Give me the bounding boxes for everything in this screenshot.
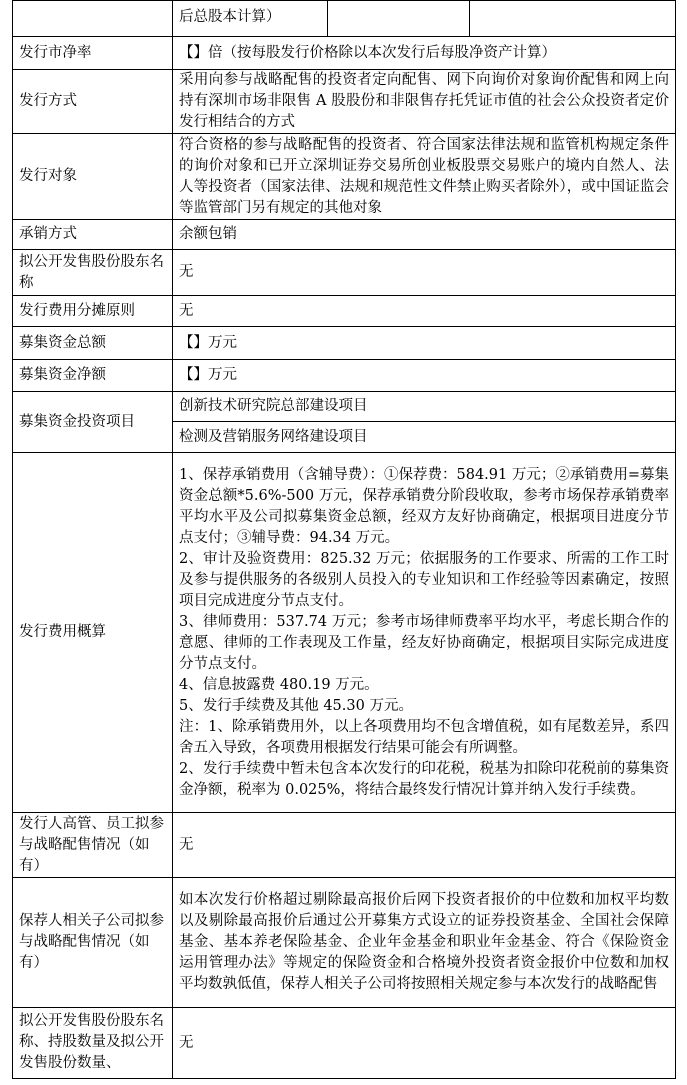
sponsor-placement-label: 保荐人相关子公司拟参与战略配售情况（如有）: [13, 878, 173, 1008]
projects-label: 募集资金投资项目: [13, 392, 173, 453]
fees-label: 发行费用概算: [13, 453, 173, 813]
empty-cell: [470, 1, 675, 36]
table-row: [13, 250, 676, 296]
table-row: [13, 360, 676, 392]
target-value: 符合资格的参与战略配售的投资者、符合国家法律法规和监管机构规定条件的询价对象和已开立深圳证券交易所创业板股票交易账户的境内自然人、法人等投资者（国家法律、法规和规范性文件禁止购买者除外），或中国证监会等监管部门另有规定的其他对象: [173, 134, 676, 220]
underwriting-value: 余额包销: [173, 220, 676, 250]
table-row: [13, 392, 676, 422]
target-label: 发行对象: [13, 134, 173, 220]
pe-net-label: 发行市净率: [13, 37, 173, 70]
fee-allocation-label: 发行费用分摊原则: [13, 296, 173, 327]
net-proceeds-label: 募集资金净额: [13, 360, 173, 392]
shareholder-name-value: 无: [173, 250, 676, 296]
project-item: 检测及营销服务网络建设项目: [173, 422, 676, 453]
sponsor-placement-value: 如本次发行价格超过剔除最高报价后网下投资者报价的中位数和加权平均数以及剔除最高报价后通过公开募集方式设立的证券投资基金、全国社会保障基金、基本养老保险基金、企业年金基金和职业年金基金、符合《保险资金运用管理办法》等规定的保险资金和合格境外投资者资金报价中位数和加权平均数孰低值，保荐人相关子公司将按照相关规定参与本次发行的战略配售: [173, 878, 676, 1008]
table-row: [13, 134, 676, 220]
shareholder-detail-value: 无: [173, 1008, 676, 1079]
shareholder-detail-label: 拟公开发售股份股东名称、持股数量及拟公开发售股份数量、: [13, 1008, 173, 1079]
fee-allocation-value: 无: [173, 296, 676, 327]
shareholder-name-label: 拟公开发售股份股东名称: [13, 250, 173, 296]
gross-proceeds-label: 募集资金总额: [13, 327, 173, 360]
method-value: 采用向参与战略配售的投资者定向配售、网下向询价对象询价配售和网上向持有深圳市场非限售 A 股股份和非限售存托凭证市值的社会公众投资者定价发行相结合的方式: [173, 70, 676, 134]
fee-paragraph: 3、律师费用：537.74 万元；参考市场律师费率平均水平，考虑长期合作的意愿、律师的工作表现及工作量，经友好协商确定，根据项目实际完成进度分节点支付。: [179, 613, 669, 672]
method-label: 发行方式: [13, 70, 173, 134]
mgmt-placement-label: 发行人高管、员工拟参与战略配售情况（如有）: [13, 813, 173, 878]
table-row: [13, 878, 676, 1008]
fee-paragraph: 2、审计及验资费用：825.32 万元；依据服务的工作要求、所需的工作工时及参与提供服务的各级别人员投入的专业知识和工作经验等因素确定，按照项目完成进度分节点支付。: [179, 550, 669, 609]
underwriting-label: 承销方式: [13, 220, 173, 250]
fees-value: [173, 453, 676, 813]
table-row: [13, 1008, 676, 1079]
table-row: [13, 220, 676, 250]
fee-paragraph: 5、发行手续费及其他 45.30 万元。: [179, 697, 413, 714]
table-row: [13, 1, 676, 37]
total-shares-cell: [173, 1, 676, 37]
top-fragment-text: 后总股本计算）: [173, 1, 328, 36]
empty-cell: [328, 1, 470, 36]
gross-proceeds-value: 【】万元: [173, 327, 676, 360]
mgmt-placement-value: 无: [173, 813, 676, 878]
table-row: [13, 327, 676, 360]
fee-paragraph: 1、保荐承销费用（含辅导费）：①保荐费：584.91 万元；②承销费用=募集资金总额*5.6%-500 万元，保荐承销费分阶段收取，参考市场保荐承销费率平均水平及公司拟募集资金总额，经双方友好协商确定，根据项目进度分节点支付；③辅导费：94.34 万元。: [179, 466, 669, 546]
fee-note: 注：1、除承销费用外，以上各项费用均不包含增值税，如有尾数差异，系四舍五入导致，各项费用根据发行结果可能会有所调整。: [179, 718, 669, 756]
table-row: [13, 296, 676, 327]
table-row: [13, 453, 676, 813]
fee-note: 2、发行手续费中暂未包含本次发行的印花税，税基为扣除印花税前的募集资金净额，税率为 0.025%，将结合最终发行情况计算并纳入发行手续费。: [179, 760, 669, 798]
document-page: [12, 0, 676, 1079]
project-item: 创新技术研究院总部建设项目: [173, 392, 676, 422]
table-row: [13, 37, 676, 70]
issuance-info-table: [12, 0, 676, 1079]
net-proceeds-value: 【】万元: [173, 360, 676, 392]
fee-paragraph: 4、信息披露费 480.19 万元。: [179, 676, 379, 693]
pe-net-value: 【】倍（按每股发行价格除以本次发行后每股净资产计算）: [173, 37, 676, 70]
table-row: [13, 70, 676, 134]
empty-label-cell: [13, 1, 173, 37]
table-row: [13, 813, 676, 878]
